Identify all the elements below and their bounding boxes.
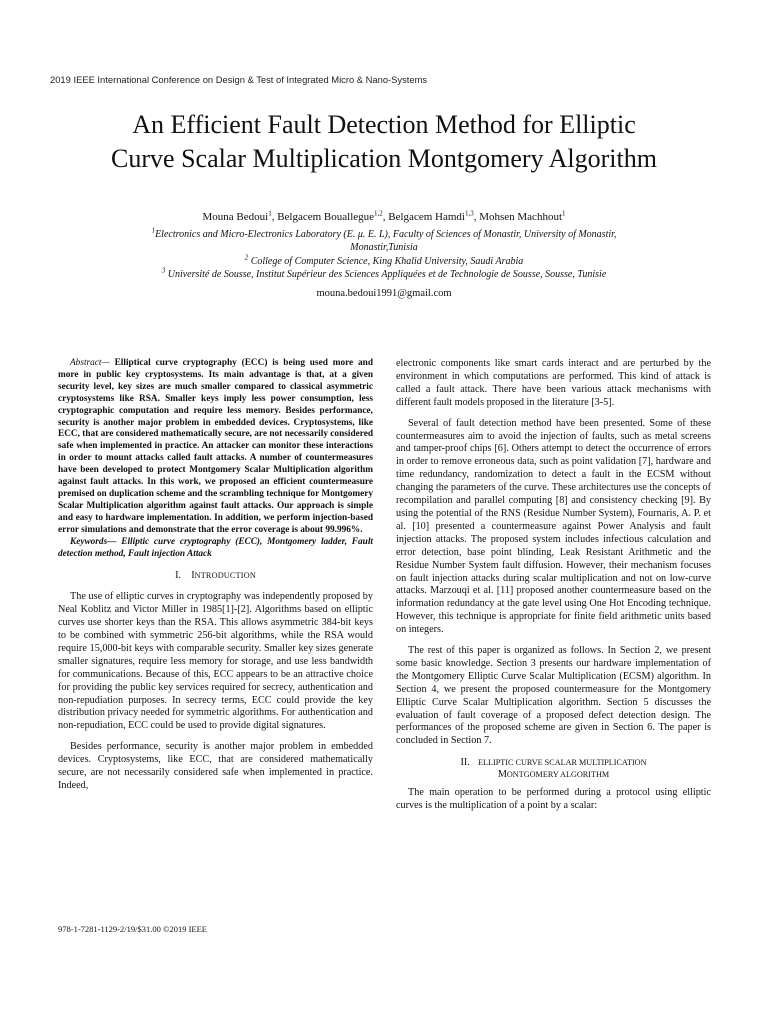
right-column — [396, 358, 711, 813]
affiliation-2 — [60, 253, 708, 269]
paper-title — [40, 108, 728, 176]
section-heading-introduction — [58, 570, 373, 583]
author-sup: 1 — [562, 209, 566, 218]
section-number: II. — [460, 757, 470, 769]
title-line-2: Curve Scalar Multiplication Montgomery Algorithm — [111, 144, 657, 173]
section-title-rest: NTRODUCTION — [194, 571, 256, 581]
affiliation-text: College of Computer Science, King Khalid University, Saudi Arabia — [250, 256, 524, 267]
abstract — [58, 358, 373, 537]
title-line-1: An Efficient Fault Detection Method for Elliptic — [132, 110, 636, 139]
affiliation-sup: 1 — [151, 226, 156, 235]
right-paragraph-3: The main operation to be performed during a protocol using elliptic curves is the multiplication of a point by a scalar: — [396, 787, 711, 812]
author-name: Mouna Bedoui — [202, 211, 269, 223]
right-paragraph-2: The rest of this paper is organized as follows. In Section 2, we present some basic knowledge. Section 3 presents our hardware implementation of the Montgomery Elliptic Curve Scalar Multiplication (ECSM) algorithm. In Section 4, we present the proposed countermeasure for the Montgomery Elliptic Curve Scalar Multiplication algorithm. Section 5 discusses the evaluation of fault coverage of a proposed defect detection design. The performances of the proposed scheme are given in Section 6. The paper is concluded in Section 7. — [396, 645, 711, 747]
affiliation-text: Université de Sousse, Institut Supérieur des Sciences Appliquées et de Technologie de Sousse, Sousse, Tunisie — [167, 269, 607, 280]
abstract-label: Abstract— — [70, 358, 110, 368]
affiliation-3 — [60, 266, 708, 282]
intro-paragraph-1: The use of elliptic curves in cryptography was independently proposed by Neal Koblitz and Victor Miller in 1985[1]-[2]. Algorithms based on elliptic curves use shorter keys than the RSA. This allows asymmetric 384-bit keys to be combined with symmetric 256-bit algorithms, while the RSA would require 15,000-bit keys with comparable security. Smaller key sizes generate smaller signatures, require less memory for storage, and use less bandwidth for communications. Because of this, ECC appears to be an attractive choice for providing the public key services required for secrecy, authentication and non-repudiation purposes. In secrecy terms, ECC could provide the key distribution privacy needed for symmetric algorithms. For authentication and non-repudiation, ECC could be used to provide digital signatures. — [58, 591, 373, 732]
section-title-line-2: ONTGOMERY ALGORITHM — [506, 770, 610, 780]
conference-header: 2019 IEEE International Conference on Design & Test of Integrated Micro & Nano-Systems — [50, 74, 428, 85]
author-name: Belgacem Bouallegue — [277, 211, 375, 223]
author-name: Belgacem Hamdi — [388, 211, 465, 223]
right-paragraph-1: Several of fault detection method have been presented. Some of these countermeasures aim to avoid the injection of faults, such as metal screens and tamper-proof chips [6]. Others attempt to detect the occurrence of errors in order to remove erroneous data, such as point validation [7], hardware and time redundancy, randomization to detect a fault in the ECSM without changing the parameters of the curve. These architectures use the concepts of recompilation and parallel computing [8] and consistency checking [9]. By using the potential of the RNS (Residue Number System), Fournaris, A. P. et al. [10] presented a countermeasure against Power Analysis and fault injection attacks. The proposed system includes infectious calculation and error detection, base point blinding, Leak Resistant Arithmetic and the Residue Number System fault diffusion. However, their mechanism focuses on fault injection attacks during scalar multiplication and not on low-curve attacks. Marzouqi et al. [11] proposed another countermeasure based on the information redundancy at the gate level using One Hot Encoding technique. However, this technique is appropriate for finite field arithmetic units based on integers. — [396, 417, 711, 636]
section-first-letter: M — [497, 769, 507, 781]
keywords — [58, 537, 373, 561]
section-first-letter: I — [191, 570, 195, 582]
keywords-label: Keywords— — [70, 536, 117, 547]
section-title-line-1: ELLIPTIC CURVE SCALAR MULTIPLICATION — [478, 758, 647, 768]
section-number: I. — [175, 570, 182, 582]
abstract-text: Elliptical curve cryptography (ECC) is being used more and more in public key cryptosystems. Its main advantage is that, at a given security level, key sizes are much smaller compared to classical asymmetric cryptosystems like RSA. Smaller keys imply less power consumption, less cryptographic computation and require less memory. Besides performance, security is another major problem in embedded devices. Cryptosystems, like ECC, that are considered mathematically secure, are not necessarily considered safe when implemented in practice. An attacker can monitor these interactions in order to mount attacks called fault attacks. A number of countermeasures have been developed to protect Montgomery Scalar Multiplication algorithm against fault attacks. In this work, we proposed an efficient countermeasure premised on duplication scheme and the scrambling technique for Montgomery Scalar Multiplication algorithm against fault attacks. Our approach is simple and easy to hardware implementation. In addition, we perform injection-based error simulations and demonstrate that the error coverage is about 99.996%. — [58, 358, 373, 535]
right-paragraph-0: electronic components like smart cards interact and are perturbed by the environment in which computations are performed. This kind of attack is called a fault attack. There have been various attack mechanisms with different fault models proposed in the literature [3-5]. — [396, 358, 711, 408]
section-heading-ecsm — [396, 757, 711, 781]
author-email: mouna.bedoui1991@gmail.com — [316, 288, 452, 299]
keywords-text: Elliptic curve cryptography (ECC), Montgomery ladder, Fault detection method, Fault injection Attack — [58, 536, 373, 559]
left-column — [58, 358, 373, 793]
affiliation-text: Monastir,Tunisia — [350, 241, 418, 253]
author-sup: 1 — [268, 209, 272, 218]
author-list: Mouna Bedoui$^1$, Belgacem Bouallegue$^{1,2}$, Belgacem Hamdi$^{1,3}$, Mohsen Machhout$^1$ — [202, 209, 566, 223]
intro-paragraph-2: Besides performance, security is another major problem in embedded devices. Cryptosystems, like ECC, that are considered mathematically secure, are not necessarily considered safe when implemented in practice. Indeed, — [58, 741, 373, 791]
affiliation-text: Electronics and Micro-Electronics Laboratory (E. μ. E. L), Faculty of Sciences of Monastir, University of Monastir, — [155, 229, 617, 240]
copyright-footer: 978-1-7281-1129-2/19/$31.00 ©2019 IEEE — [58, 924, 207, 934]
author-name: Mohsen Machhout — [479, 211, 562, 223]
author-sup: 1,2 — [374, 209, 383, 218]
affiliation-sup: 2 — [244, 253, 249, 262]
affiliation-sup: 3 — [161, 266, 166, 275]
author-sup: 1,3 — [464, 209, 474, 218]
affiliation-1 — [60, 226, 708, 254]
